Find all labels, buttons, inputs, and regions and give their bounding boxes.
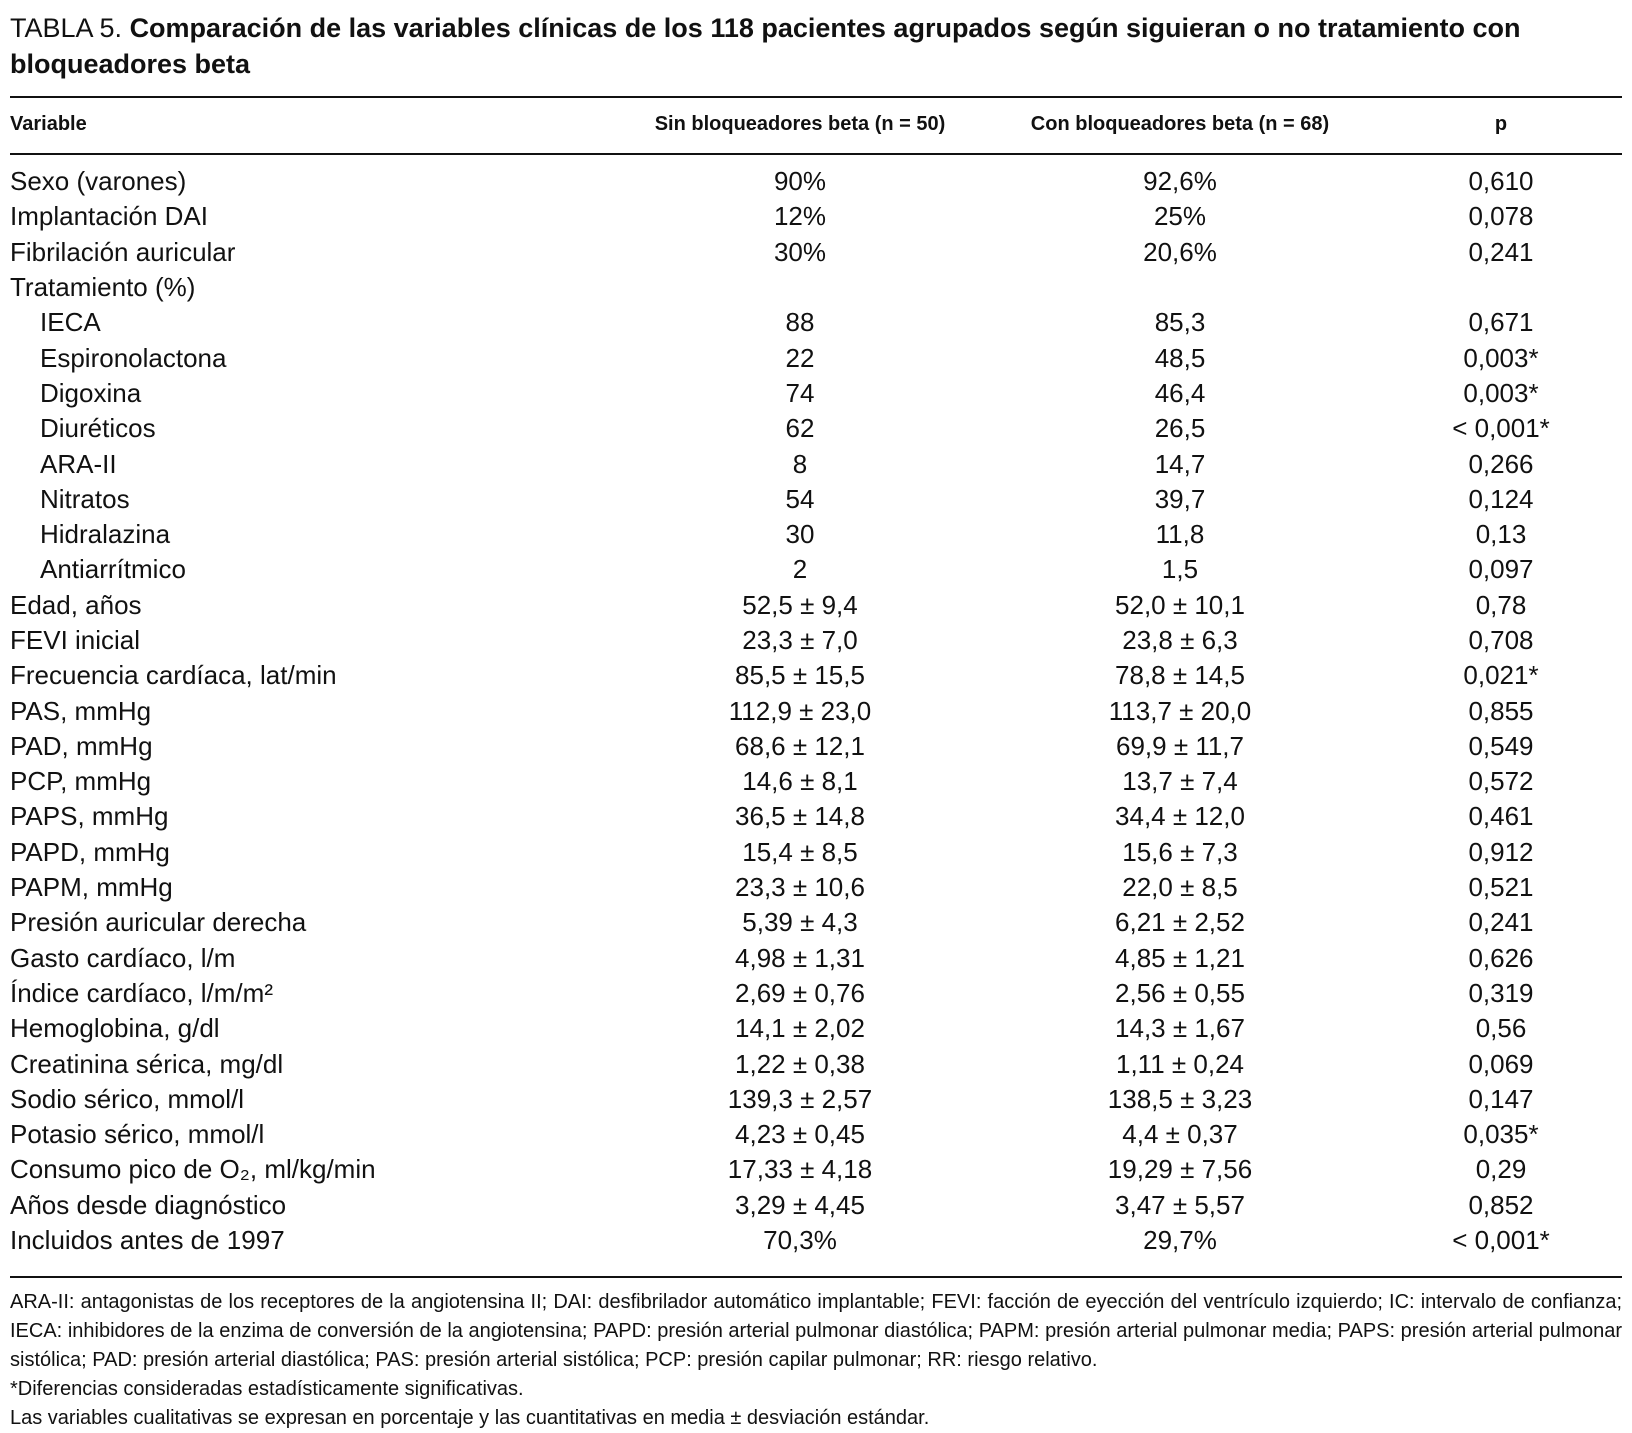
cell-p-value: 0,078 (1468, 201, 1534, 232)
cell-sin-bloqueadores: 2 (792, 554, 808, 585)
cell-p-value: 0,671 (1468, 307, 1534, 338)
table-row (10, 835, 1622, 870)
cell-con-bloqueadores: 15,6 ± 7,3 (1122, 836, 1238, 867)
cell-con-bloqueadores: 4,4 ± 0,37 (1122, 1119, 1238, 1150)
table-row (10, 799, 1622, 834)
cell-sin-bloqueadores: 70,3% (763, 1225, 837, 1256)
cell-variable: Implantación DAI (10, 201, 208, 232)
cell-variable: PAD, mmHg (10, 730, 153, 761)
table-row (10, 1046, 1622, 1081)
cell-p-value: 0,610 (1468, 166, 1534, 197)
cell-variable: Digoxina (40, 377, 142, 408)
cell-sin-bloqueadores: 112,9 ± 23,0 (728, 695, 872, 726)
cell-con-bloqueadores: 20,6% (1143, 236, 1217, 267)
header-rule (10, 153, 1622, 155)
cell-con-bloqueadores: 14,7 (1154, 448, 1206, 479)
table-row (10, 340, 1622, 375)
cell-variable: PAPD, mmHg (10, 836, 170, 867)
cell-variable: PAPM, mmHg (10, 872, 173, 903)
cell-p-value: 0,521 (1468, 872, 1534, 903)
cell-sin-bloqueadores (620, 270, 980, 305)
data-table (10, 164, 1622, 1258)
table-row (10, 164, 1622, 199)
cell-con-bloqueadores: 3,47 ± 5,57 (1115, 1189, 1245, 1220)
cell-p-value: 0,021* (1463, 660, 1539, 691)
table-row (10, 693, 1622, 728)
table-row (10, 905, 1622, 940)
cell-variable: Antiarrítmico (40, 554, 186, 585)
cell-sin-bloqueadores: 30% (773, 236, 827, 267)
header-row (10, 100, 1622, 148)
table-row (10, 870, 1622, 905)
cell-p-value: 0,461 (1468, 801, 1534, 832)
table-row (10, 376, 1622, 411)
cell-variable: Consumo pico de O₂, ml/kg/min (10, 1154, 376, 1185)
column-header-sin-bloqueadores: Sin bloqueadores beta (n = 50) (654, 112, 946, 135)
cell-p-value: 0,147 (1468, 1083, 1534, 1114)
cell-sin-bloqueadores: 22 (785, 342, 815, 373)
table-row (10, 764, 1622, 799)
cell-con-bloqueadores: 39,7 (1154, 483, 1206, 514)
cell-variable: Potasio sérico, mmol/l (10, 1119, 265, 1150)
table-header (10, 100, 1622, 148)
cell-con-bloqueadores: 69,9 ± 11,7 (1116, 730, 1244, 761)
top-rule (10, 96, 1622, 98)
cell-sin-bloqueadores: 62 (785, 413, 815, 444)
cell-con-bloqueadores: 23,8 ± 6,3 (1122, 625, 1238, 655)
table-row (10, 941, 1622, 976)
cell-variable: IECA (40, 307, 101, 338)
cell-variable: Edad, años (10, 589, 142, 620)
table-row (10, 729, 1622, 764)
cell-variable: Índice cardíaco, l/m/m² (10, 977, 273, 1008)
cell-sin-bloqueadores: 85,5 ± 15,5 (735, 660, 865, 691)
table-row (10, 199, 1622, 234)
cell-sin-bloqueadores: 12% (773, 201, 827, 232)
cell-con-bloqueadores: 13,7 ± 7,4 (1122, 766, 1238, 797)
cell-con-bloqueadores: 1,11 ± 0,24 (1116, 1048, 1244, 1079)
cell-p-value: < 0,001* (1452, 1225, 1550, 1256)
cell-sin-bloqueadores: 30 (785, 519, 815, 550)
cell-sin-bloqueadores: 4,23 ± 0,45 (735, 1119, 865, 1150)
cell-variable: Incluidos antes de 1997 (10, 1225, 285, 1256)
cell-sin-bloqueadores: 52,5 ± 9,4 (742, 589, 858, 620)
cell-p-value: 0,241 (1468, 907, 1534, 938)
cell-variable: PCP, mmHg (10, 766, 152, 797)
cell-sin-bloqueadores: 68,6 ± 12,1 (735, 730, 865, 761)
cell-sin-bloqueadores: 139,3 ± 2,57 (727, 1083, 873, 1114)
table-row (10, 1188, 1622, 1223)
table-row (10, 623, 1622, 658)
cell-sin-bloqueadores: 5,39 ± 4,3 (742, 907, 858, 938)
footnote-significance: *Diferencias consideradas estadísticamente significativas. (10, 1378, 524, 1400)
cell-p-value: 0,626 (1468, 942, 1534, 973)
cell-p-value: 0,549 (1468, 730, 1534, 761)
table-footnotes (10, 1288, 1622, 1433)
cell-p-value: 0,124 (1468, 483, 1534, 514)
cell-sin-bloqueadores: 17,33 ± 4,18 (727, 1154, 873, 1185)
cell-variable: Hidralazina (40, 519, 171, 550)
cell-variable: PAS, mmHg (10, 695, 152, 726)
table-row (10, 658, 1622, 693)
cell-variable: PAPS, mmHg (10, 801, 169, 832)
cell-variable: Creatinina sérica, mg/dl (10, 1048, 284, 1079)
table-body (10, 164, 1622, 1258)
table-row (10, 552, 1622, 587)
table-row (10, 270, 1622, 305)
cell-sin-bloqueadores: 54 (785, 483, 815, 514)
cell-p-value: 0,852 (1468, 1189, 1534, 1220)
cell-con-bloqueadores: 78,8 ± 14,5 (1115, 660, 1245, 691)
cell-con-bloqueadores: 14,3 ± 1,67 (1115, 1013, 1245, 1044)
cell-con-bloqueadores (980, 270, 1380, 305)
cell-sin-bloqueadores: 3,29 ± 4,45 (735, 1189, 865, 1220)
column-header-p: p (1494, 112, 1508, 135)
cell-variable: Diuréticos (40, 413, 156, 444)
cell-p-value: 0,003* (1463, 377, 1539, 408)
cell-p-value: 0,29 (1475, 1154, 1527, 1185)
cell-con-bloqueadores: 46,4 (1154, 377, 1206, 408)
table-row (10, 976, 1622, 1011)
cell-sin-bloqueadores: 23,3 ± 10,6 (735, 872, 865, 903)
cell-variable: Presión auricular derecha (10, 907, 307, 938)
cell-p-value: 0,855 (1468, 695, 1534, 726)
cell-con-bloqueadores: 4,85 ± 1,21 (1115, 942, 1245, 973)
column-header-con-bloqueadores: Con bloqueadores beta (n = 68) (1030, 112, 1330, 135)
cell-variable: Años desde diagnóstico (10, 1189, 287, 1220)
cell-p-value: 0,241 (1468, 236, 1534, 267)
cell-con-bloqueadores: 19,29 ± 7,56 (1107, 1154, 1253, 1185)
cell-con-bloqueadores: 26,5 (1154, 413, 1206, 444)
cell-p-value: 0,572 (1468, 766, 1534, 797)
cell-con-bloqueadores: 11,8 (1155, 519, 1205, 550)
table-row (10, 588, 1622, 623)
cell-con-bloqueadores: 1,5 (1161, 554, 1199, 585)
footnote-expression: Las variables cualitativas se expresan en porcentaje y las cuantitativas en media ± desviación estándar. (10, 1407, 930, 1429)
cell-sin-bloqueadores: 15,4 ± 8,5 (742, 836, 858, 867)
cell-sin-bloqueadores: 36,5 ± 14,8 (735, 801, 865, 832)
cell-con-bloqueadores: 92,6% (1143, 166, 1217, 197)
column-header-variable: Variable (10, 112, 87, 135)
cell-con-bloqueadores: 2,56 ± 0,55 (1115, 977, 1245, 1008)
cell-p-value: 0,13 (1475, 519, 1527, 550)
cell-p-value: < 0,001* (1452, 413, 1550, 444)
table-row (10, 1223, 1622, 1258)
cell-p-value: 0,266 (1468, 448, 1534, 479)
table-label: TABLA 5. (10, 13, 130, 43)
cell-p-value (1380, 270, 1622, 305)
cell-variable: Sexo (varones) (10, 166, 187, 197)
cell-con-bloqueadores: 29,7% (1143, 1225, 1217, 1256)
cell-sin-bloqueadores: 88 (785, 307, 815, 338)
cell-variable: Espironolactona (40, 342, 227, 373)
cell-sin-bloqueadores: 74 (785, 377, 815, 408)
cell-con-bloqueadores: 48,5 (1154, 342, 1206, 373)
cell-con-bloqueadores: 113,7 ± 20,0 (1108, 695, 1252, 726)
table-row (10, 411, 1622, 446)
cell-p-value: 0,035* (1463, 1119, 1539, 1150)
cell-p-value: 0,069 (1468, 1048, 1534, 1079)
cell-variable: Sodio sérico, mmol/l (10, 1083, 245, 1114)
cell-sin-bloqueadores: 4,98 ± 1,31 (735, 942, 865, 973)
cell-sin-bloqueadores: 90% (773, 166, 827, 197)
cell-sin-bloqueadores: 8 (792, 448, 808, 479)
cell-p-value: 0,003* (1463, 342, 1539, 373)
table-row (10, 1152, 1622, 1187)
cell-variable: Tratamiento (%) (10, 272, 196, 303)
cell-sin-bloqueadores: 23,3 ± 7,0 (742, 625, 858, 655)
cell-variable: Hemoglobina, g/dl (10, 1013, 220, 1044)
cell-con-bloqueadores: 52,0 ± 10,1 (1115, 589, 1245, 620)
cell-con-bloqueadores: 34,4 ± 12,0 (1115, 801, 1245, 832)
cell-con-bloqueadores: 6,21 ± 2,52 (1115, 907, 1245, 938)
table-row (10, 235, 1622, 270)
cell-p-value: 0,56 (1475, 1013, 1527, 1044)
table-row (10, 305, 1622, 340)
cell-variable: Frecuencia cardíaca, lat/min (10, 660, 337, 691)
table-row (10, 482, 1622, 517)
table-row (10, 1117, 1622, 1152)
cell-p-value: 0,708 (1468, 625, 1534, 655)
cell-p-value: 0,78 (1475, 589, 1527, 620)
table-caption (10, 10, 1610, 82)
cell-variable: Fibrilación auricular (10, 236, 236, 267)
cell-sin-bloqueadores: 1,22 ± 0,38 (735, 1048, 865, 1079)
cell-sin-bloqueadores: 14,6 ± 8,1 (742, 766, 858, 797)
cell-sin-bloqueadores: 2,69 ± 0,76 (735, 977, 865, 1008)
cell-variable: Nitratos (40, 483, 130, 514)
table-row (10, 1011, 1622, 1046)
table-row (10, 446, 1622, 481)
cell-con-bloqueadores: 85,3 (1154, 307, 1206, 338)
cell-variable: ARA-II (40, 448, 117, 479)
cell-p-value: 0,912 (1468, 836, 1534, 867)
cell-sin-bloqueadores: 14,1 ± 2,02 (735, 1013, 865, 1044)
table-row (10, 517, 1622, 552)
cell-p-value: 0,319 (1468, 977, 1534, 1008)
cell-con-bloqueadores: 25% (1153, 201, 1207, 232)
cell-con-bloqueadores: 22,0 ± 8,5 (1122, 872, 1238, 903)
table-title: Comparación de las variables clínicas de los 118 pacientes agrupados según siguieran o no tratamiento con bloqueadores beta (10, 13, 1521, 79)
cell-variable: FEVI inicial (10, 625, 141, 655)
bottom-rule (10, 1276, 1622, 1278)
cell-con-bloqueadores: 138,5 ± 3,23 (1107, 1083, 1253, 1114)
cell-variable: Gasto cardíaco, l/m (10, 942, 236, 973)
table-row (10, 1082, 1622, 1117)
cell-p-value: 0,097 (1468, 554, 1534, 585)
footnote-abbreviations: ARA-II: antagonistas de los receptores de la angiotensina II; DAI: desfibrilador automático implantable; FEVI: facción de eyección del ventrículo izquierdo; IC: intervalo de confianza; IECA: inhibidores de la enzima de conversión de la angiotensina; PAPD: presión arterial pulmonar diastólica; PAPM: presión arterial pulmonar media; PAPS: presión arterial pulmonar sistólica; PAD: presión arterial diastólica; PAS: presión arterial sistólica; PCP: presión capilar pulmonar; RR: riesgo relativo. (10, 1291, 1622, 1371)
